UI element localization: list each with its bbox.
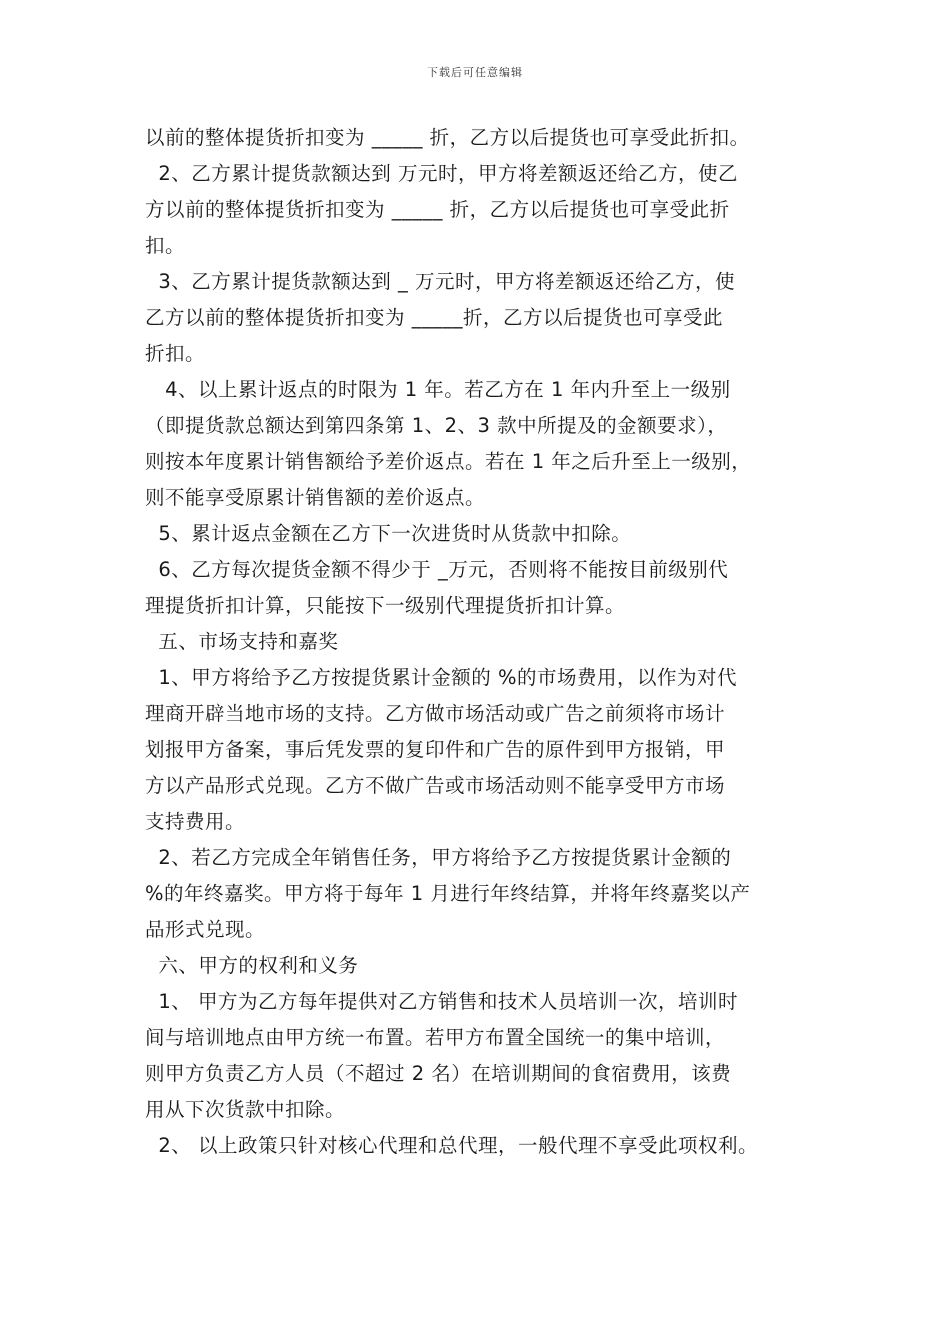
text-line: （即提货款总额达到第四条第 1、2、3 款中所提及的金额要求），: [145, 414, 728, 437]
text-line: 则甲方负责乙方人员（不超过 2 名）在培训期间的食宿费用，该费: [145, 1062, 732, 1085]
header-note: 下载后可任意编辑: [427, 66, 523, 79]
text-line: 则按本年度累计销售额给予差价返点。若在 1 年之后升至上一级别，: [145, 450, 752, 473]
text-line: 折扣。: [145, 342, 206, 365]
text-line: 5、累计返点金额在乙方下一次进货时从货款中扣除。: [145, 522, 632, 545]
text-line: 2、乙方累计提货款额达到 万元时，甲方将差额返还给乙方，使乙: [145, 162, 739, 185]
text-line: 理商开辟当地市场的支持。乙方做市场活动或广告之前须将市场计: [145, 702, 726, 725]
text-line: 划报甲方备案，事后凭发票的复印件和广告的原件到甲方报销，甲: [145, 738, 726, 761]
text-line: 方以前的整体提货折扣变为 _____ 折，乙方以后提货也可享受此折: [145, 198, 730, 221]
text-line: 品形式兑现。: [145, 918, 266, 941]
text-line: 2、若乙方完成全年销售任务，甲方将给予乙方按提货累计金额的: [145, 846, 732, 869]
text-line: 支持费用。: [145, 810, 246, 833]
section-heading: 六、甲方的权利和义务: [145, 954, 359, 977]
text-line: 理提货折扣计算，只能按下一级别代理提货折扣计算。: [145, 594, 626, 617]
text-line: 间与培训地点由甲方统一布置。若甲方布置全国统一的集中培训，: [145, 1026, 726, 1049]
text-line: %的年终嘉奖。甲方将于每年 1 月进行年终结算，并将年终嘉奖以产: [145, 882, 751, 905]
text-line: 4、以上累计返点的时限为 1 年。若乙方在 1 年内升至上一级别: [145, 378, 731, 401]
text-line: 2、 以上政策只针对核心代理和总代理，一般代理不享受此项权利。: [145, 1134, 759, 1157]
text-line: 方以产品形式兑现。乙方不做广告或市场活动则不能享受甲方市场: [145, 774, 726, 797]
text-line: 扣。: [145, 234, 186, 257]
text-line: 用从下次货款中扣除。: [145, 1098, 346, 1121]
document-body: [145, 120, 825, 1164]
text-line: 6、乙方每次提货金额不得少于 _万元，否则将不能按目前级别代: [145, 558, 729, 581]
text-line: 3、乙方累计提货款额达到 _ 万元时，甲方将差额返还给乙方，使: [145, 270, 735, 293]
text-line: 1、 甲方为乙方每年提供对乙方销售和技术人员培训一次，培训时: [145, 990, 739, 1013]
text-line: 则不能享受原累计销售额的差价返点。: [145, 486, 486, 509]
text-line: 以前的整体提货折扣变为 _____ 折，乙方以后提货也可享受此折扣。: [145, 126, 750, 149]
section-heading: 五、市场支持和嘉奖: [145, 630, 339, 653]
text-line: 乙方以前的整体提货折扣变为 _____折，乙方以后提货也可享受此: [145, 306, 723, 329]
text-line: 1、甲方将给予乙方按提货累计金额的 %的市场费用，以作为对代: [145, 666, 738, 689]
